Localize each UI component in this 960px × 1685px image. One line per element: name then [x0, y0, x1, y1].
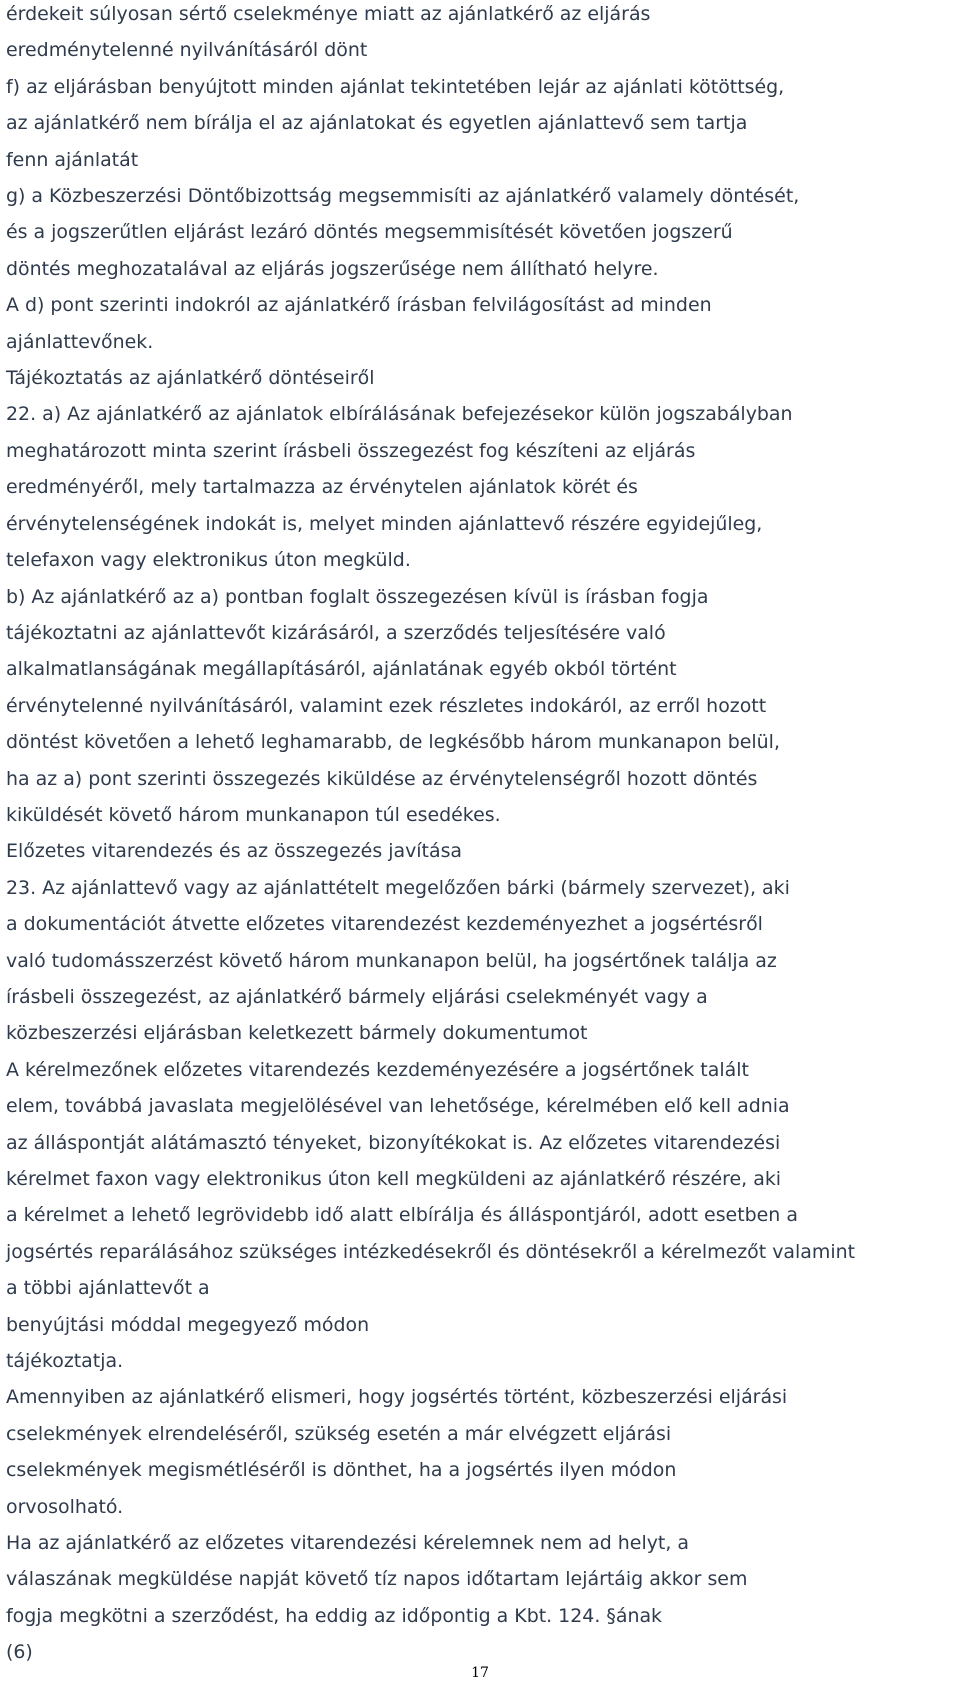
text-line: kiküldését követő három munkanapon túl esedékes. — [6, 803, 501, 826]
text-line: való tudomásszerzést követő három munkanapon belül, ha jogsértőnek találja az — [6, 949, 777, 972]
text-line: a kérelmet a lehető legrövidebb idő alatt elbírálja és álláspontjáról, adott esetben a — [6, 1204, 798, 1227]
text-line: közbeszerzési eljárásban keletkezett bármely dokumentumot — [6, 1022, 588, 1045]
text-line: f) az eljárásban benyújtott minden ajánlat tekintetében lejár az ajánlati kötöttség, — [6, 75, 785, 98]
text-line: Amennyiben az ajánlatkérő elismeri, hogy jogsértés történt, közbeszerzési eljárási — [6, 1386, 788, 1409]
text-line: jogsértés reparálásához szükséges intézkedésekről és döntésekről a kérelmezőt valamint — [6, 1240, 856, 1263]
text-line: b) Az ajánlatkérő az a) pontban foglalt összegezésen kívül is írásban fogja — [6, 585, 709, 608]
text-line: az álláspontját alátámasztó tényeket, bizonyítékokat is. Az előzetes vitarendezési — [6, 1131, 781, 1154]
text-line: Ha az ajánlatkérő az előzetes vitarendezési kérelemnek nem ad helyt, a — [6, 1532, 689, 1555]
text-line: (6) — [6, 1641, 33, 1664]
text-line: írásbeli összegezést, az ajánlatkérő bármely eljárási cselekményét vagy a — [6, 985, 708, 1008]
text-line: kérelmet faxon vagy elektronikus úton kell megküldeni az ajánlatkérő részére, aki — [6, 1168, 782, 1190]
text-line: tájékoztatni az ajánlattevőt kizárásáról, a szerződés teljesítésére való — [6, 621, 666, 644]
text-line: érvénytelenné nyilvánításáról, valamint ezek részletes indokáról, az erről hozott — [6, 694, 767, 717]
text-line: ajánlattevőnek. — [6, 330, 154, 353]
text-line: g) a Közbeszerzési Döntőbizottság megsemmisíti az ajánlatkérő valamely döntését, — [6, 185, 800, 208]
text-line: fogja megkötni a szerződést, ha eddig az időpontig a Kbt. 124. §ának — [6, 1604, 663, 1627]
text-line: a dokumentációt átvette előzetes vitarendezést kezdeményezhet a jogsértésről — [6, 913, 763, 936]
text-line: eredményéről, mely tartalmazza az érvénytelen ajánlatok körét és — [6, 476, 638, 499]
text-line: telefaxon vagy elektronikus úton megküld. — [6, 549, 411, 572]
text-line: fenn ajánlatát — [6, 148, 139, 171]
text-line: 22. a) Az ajánlatkérő az ajánlatok elbírálásának befejezésekor külön jogszabályban — [6, 403, 793, 426]
text-line: 23. Az ajánlattevő vagy az ajánlattételt megelőzően bárki (bármely szervezet), aki — [6, 876, 790, 899]
text-line: eredménytelenné nyilvánításáról dönt — [6, 39, 368, 62]
text-line: A d) pont szerinti indokról az ajánlatkérő írásban felvilágosítást ad minden — [6, 294, 712, 317]
text-line: érvénytelenségének indokát is, melyet minden ajánlattevő részére egyidejűleg, — [6, 512, 763, 535]
text-line: alkalmatlanságának megállapításáról, ajánlatának egyéb okból történt — [6, 658, 677, 681]
text-line: és a jogszerűtlen eljárást lezáró döntés megsemmisítését követően jogszerű — [6, 221, 733, 244]
text-line: cselekmények megismétléséről is dönthet, ha a jogsértés ilyen módon — [6, 1459, 677, 1482]
text-line: meghatározott minta szerint írásbeli összegezést fog készíteni az eljárás — [6, 439, 696, 462]
text-line: döntést követően a lehető leghamarabb, de legkésőbb három munkanapon belül, — [6, 731, 780, 754]
section-heading: Tájékoztatás az ajánlatkérő döntéseiről — [6, 367, 375, 390]
text-line: érdekeit súlyosan sértő cselekménye miatt az ajánlatkérő az eljárás — [6, 3, 651, 25]
section-heading: Előzetes vitarendezés és az összegezés javítása — [6, 840, 463, 863]
body-text — [6, 0, 956, 1671]
text-line: elem, továbbá javaslata megjelölésével van lehetősége, kérelmében elő kell adnia — [6, 1095, 790, 1118]
text-line: a többi ajánlattevőt a — [6, 1277, 210, 1300]
text-line: az ajánlatkérő nem bírálja el az ajánlatokat és egyetlen ajánlattevő sem tartja — [6, 112, 748, 135]
text-line: válaszának megküldése napját követő tíz napos időtartam lejártáig akkor sem — [6, 1568, 748, 1591]
text-line: tájékoztatja. — [6, 1350, 124, 1373]
text-line: cselekmények elrendeléséről, szükség esetén a már elvégzett eljárási — [6, 1422, 672, 1445]
text-line: orvosolható. — [6, 1495, 124, 1518]
text-line: A kérelmezőnek előzetes vitarendezés kezdeményezésére a jogsértőnek talált — [6, 1058, 749, 1081]
text-line: ha az a) pont szerinti összegezés kiküldése az érvénytelenségről hozott döntés — [6, 767, 758, 790]
text-line: döntés meghozatalával az eljárás jogszerűsége nem állítható helyre. — [6, 257, 659, 280]
page-number: 17 — [471, 1665, 489, 1681]
text-line: benyújtási móddal megegyező módon — [6, 1313, 370, 1336]
